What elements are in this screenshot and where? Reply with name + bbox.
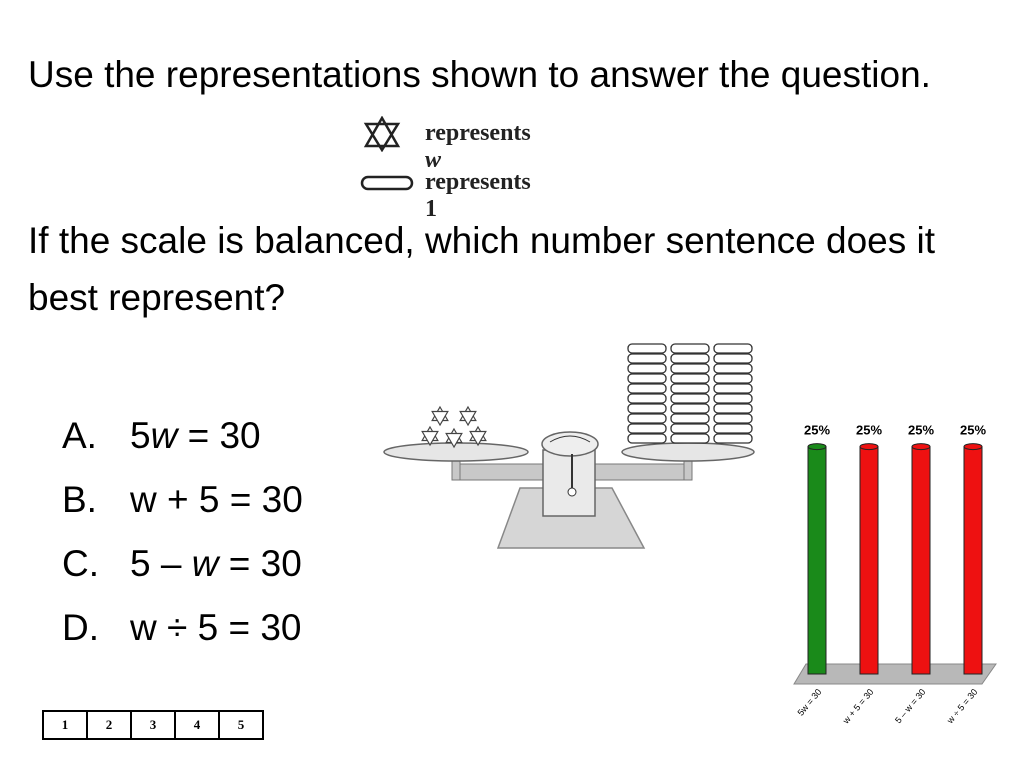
unit-bar	[628, 374, 666, 383]
choice-equation	[130, 408, 261, 464]
chart-bar	[912, 447, 930, 674]
chart-category-label: w ÷ 5 = 30	[945, 686, 980, 726]
chart-category-label: w + 5 = 30	[840, 686, 876, 726]
equation-part: w ÷ 5 = 30	[130, 607, 302, 648]
unit-bar	[628, 404, 666, 413]
balance-scale-illustration	[380, 338, 772, 552]
unit-bar	[714, 424, 752, 433]
unit-bar	[714, 434, 752, 443]
question-prompt: If the scale is balanced, which number sentence does it best represent?	[28, 220, 936, 318]
unit-bar	[671, 384, 709, 393]
choice-letter: B.	[62, 479, 97, 520]
unit-bar	[714, 374, 752, 383]
answer-choice-d[interactable]	[62, 600, 303, 664]
chart-bar-cap	[860, 444, 878, 450]
unit-bar	[714, 384, 752, 393]
unit-bar	[628, 414, 666, 423]
unit-bar	[671, 434, 709, 443]
unit-bar	[671, 344, 709, 353]
page-navigator	[42, 710, 264, 740]
answer-choice-a[interactable]	[62, 408, 303, 472]
unit-bar	[671, 424, 709, 433]
unit-bar	[671, 404, 709, 413]
equation-part: w + 5 = 30	[130, 479, 303, 520]
chart-bar	[808, 447, 826, 674]
chart-data-label: 25%	[855, 422, 883, 438]
unit-bar	[714, 364, 752, 373]
legend-bar-label: represents 1	[425, 169, 531, 222]
chart-data-label: 25%	[803, 422, 831, 438]
unit-bar	[671, 394, 709, 403]
unit-bar	[628, 424, 666, 433]
unit-bar	[628, 364, 666, 373]
choice-equation	[130, 472, 303, 528]
question-instruction: Use the representations shown to answer the question.	[28, 54, 931, 95]
unit-bar	[714, 414, 752, 423]
chart-data-label: 25%	[959, 422, 987, 438]
unit-bar	[714, 344, 752, 353]
unit-bar	[714, 354, 752, 363]
answer-choice-c[interactable]	[62, 536, 303, 600]
star-group	[422, 407, 486, 447]
unit-bar	[628, 344, 666, 353]
choice-equation	[130, 536, 302, 592]
choice-letter: D.	[62, 607, 99, 648]
response-bar-chart	[760, 400, 1010, 740]
unit-bar	[671, 364, 709, 373]
equation-part: w	[150, 415, 178, 456]
unit-bar	[628, 394, 666, 403]
unit-bar	[714, 404, 752, 413]
chart-bar-cap	[912, 444, 930, 450]
chart-bar-cap	[964, 444, 982, 450]
page-2-button[interactable]: 2	[87, 711, 131, 739]
answer-choice-b[interactable]	[62, 472, 303, 536]
chart-bar	[964, 447, 982, 674]
unit-bar	[671, 374, 709, 383]
unit-bar	[671, 354, 709, 363]
chart-category-label: 5 – w = 30	[893, 686, 928, 726]
unit-bar	[628, 434, 666, 443]
page-3-button[interactable]: 3	[131, 711, 175, 739]
page-1-button[interactable]: 1	[43, 711, 87, 739]
equation-part: 5 –	[130, 543, 192, 584]
chart-bar-cap	[808, 444, 826, 450]
unit-bar	[671, 414, 709, 423]
choice-equation	[130, 600, 302, 656]
chart-bar	[860, 447, 878, 674]
equation-part: = 30	[218, 543, 302, 584]
choice-letter: C.	[62, 543, 99, 584]
unit-bar-stacks	[628, 344, 752, 443]
chart-data-label: 25%	[907, 422, 935, 438]
equation-part: w	[191, 543, 219, 584]
star-icon	[360, 116, 404, 152]
unit-bar	[714, 394, 752, 403]
chart-category-label: 5w = 30	[795, 686, 824, 718]
legend-star-label: represents w	[425, 120, 531, 173]
unit-bar-icon	[360, 165, 416, 201]
answer-choices	[62, 408, 303, 664]
unit-bar	[628, 354, 666, 363]
page-4-button[interactable]: 4	[175, 711, 219, 739]
choice-letter: A.	[62, 415, 97, 456]
equation-part: 5	[130, 415, 151, 456]
unit-bar	[628, 384, 666, 393]
equation-part: = 30	[177, 415, 261, 456]
page-5-button[interactable]: 5	[219, 711, 263, 739]
